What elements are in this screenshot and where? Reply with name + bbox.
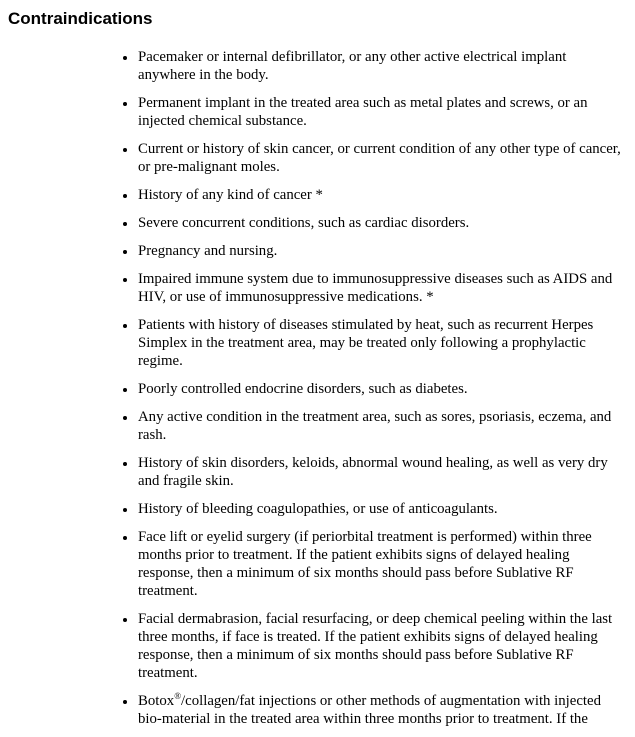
list-item-text: Any active condition in the treatment area, such as sores, psoriasis, eczema, and rash.: [138, 409, 612, 443]
list-item-text: History of any kind of cancer *: [138, 187, 323, 203]
list-item: [137, 48, 627, 84]
list-item: [137, 140, 627, 176]
list-item: [137, 94, 627, 130]
page-title: Contraindications: [8, 9, 153, 28]
list-item-text: Face lift or eyelid surgery (if periorbital treatment is performed) within three months prior to treatment. If the patient exhibits signs of delayed healing response, then a minimum of six months should pass before Sublative RF treatment.: [138, 529, 592, 599]
list-item-text: History of skin disorders, keloids, abnormal wound healing, as well as very dry and fragile skin.: [138, 455, 608, 489]
list-item-text: Impaired immune system due to immunosuppressive diseases such as AIDS and HIV, or use of immunosuppressive medications. *: [138, 271, 613, 305]
list-item-text: Botox: [138, 693, 175, 709]
list-item: [137, 186, 627, 204]
list-item-text: Patients with history of diseases stimulated by heat, such as recurrent Herpes Simplex in the treatment area, may be treated only following a prophylactic regime.: [138, 317, 594, 369]
list-item: [137, 610, 627, 682]
list-item: [137, 316, 627, 370]
list-item: [137, 500, 627, 518]
registered-trademark-symbol: ®: [174, 691, 182, 702]
list-item: [137, 380, 627, 398]
list-item: [137, 242, 627, 260]
list-item-text: Facial dermabrasion, facial resurfacing, or deep chemical peeling within the last three months, if face is treated. If the patient exhibits signs of delayed healing response, then a minimum of six months should pass before Sublative RF treatment.: [138, 611, 613, 681]
list-item-text: /collagen/fat injections or other methods of augmentation with injected bio-material in the treated area within three months prior to treatment. If the: [138, 693, 601, 727]
list-item-text: Pacemaker or internal defibrillator, or any other active electrical implant anywhere in the body.: [138, 49, 567, 83]
list-item: [137, 270, 627, 306]
list-item-text: Pregnancy and nursing.: [138, 243, 278, 259]
list-item: [137, 528, 627, 600]
list-item-text: Permanent implant in the treated area such as metal plates and screws, or an injected chemical substance.: [138, 95, 588, 129]
list-item-text: Severe concurrent conditions, such as cardiac disorders.: [138, 215, 470, 231]
list-item: [137, 454, 627, 490]
list-item: [137, 214, 627, 232]
list-item-text: Poorly controlled endocrine disorders, such as diabetes.: [138, 381, 468, 397]
list-item-text: History of bleeding coagulopathies, or use of anticoagulants.: [138, 501, 498, 517]
contraindications-list: [0, 48, 627, 728]
list-item: [137, 408, 627, 444]
list-item-text: Current or history of skin cancer, or current condition of any other type of cancer, or pre-malignant moles.: [138, 141, 621, 175]
list-item: [137, 692, 627, 728]
